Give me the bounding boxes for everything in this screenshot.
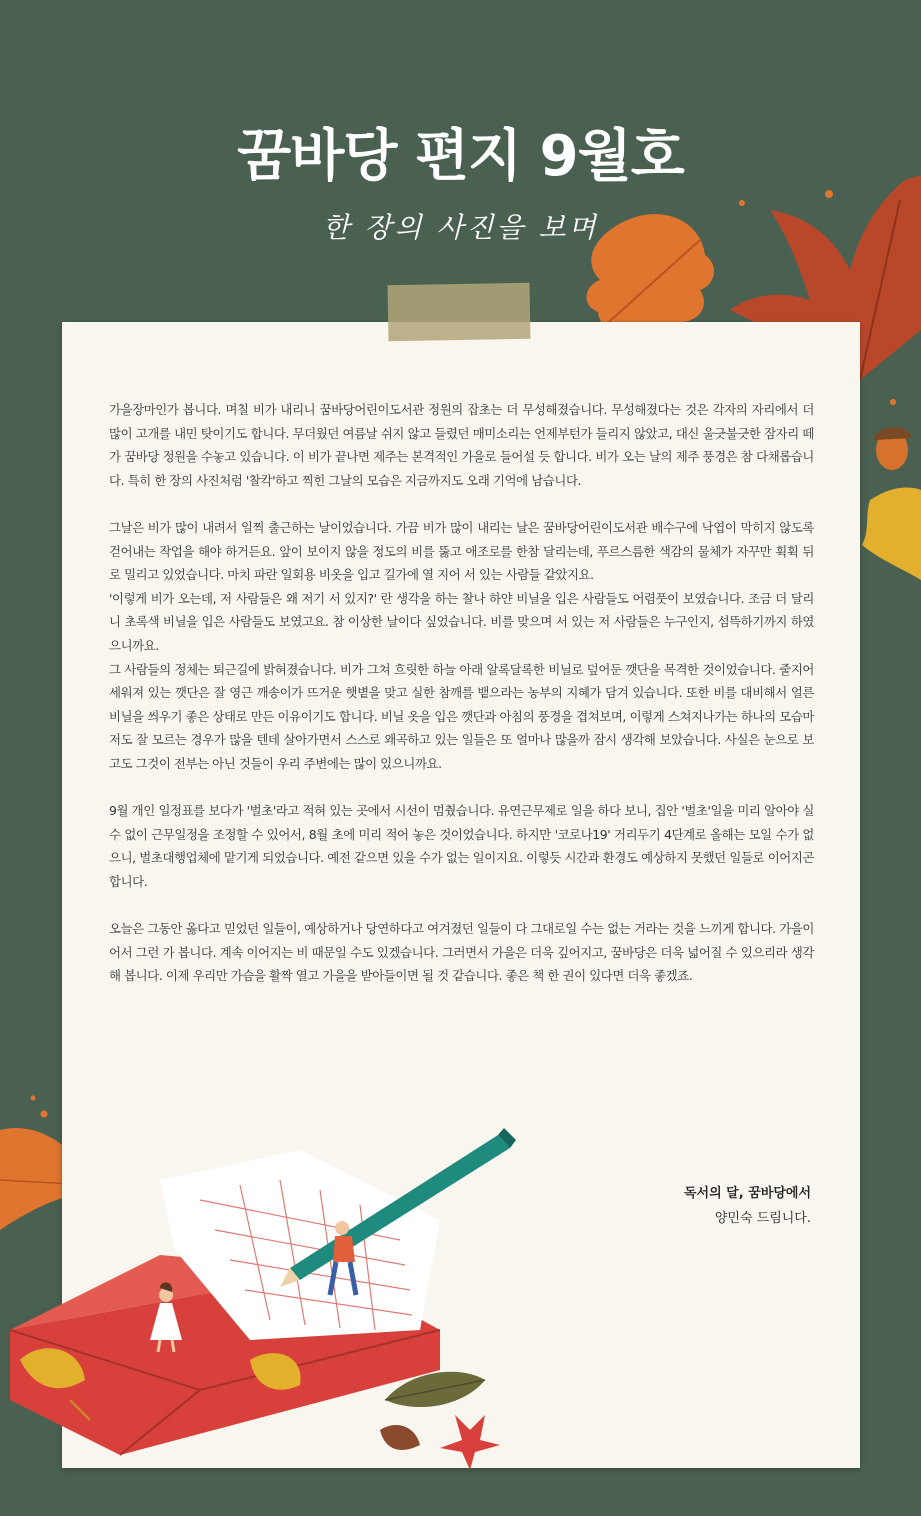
signature-name: 양민숙 드림니다. xyxy=(714,1211,811,1226)
paragraph-gap xyxy=(109,492,814,516)
masking-tape xyxy=(388,283,531,341)
letter-paragraph: 9월 개인 일정표를 보다가 '벌초'라고 적혀 있는 곳에서 시선이 멈췄습니다. 유연근무제로 일을 하다 보니, 집안 '벌초'일을 미리 알아야 실수 없이 근무일정을 조정할 수 있어서, 8월 초에 미리 적어 놓은 것이었습니다. 하지만 '코로나19' 거리두기 4단계로 올해는 모일 수가 없으니, 벌초대행업체에 맡기게 되었습니다. 예전 같으면 있을 수가 없는 일이지요. 이렇듯 시간과 환경도 예상하지 못했던 일들로 이어지곤 합니다. xyxy=(109,803,814,889)
paragraph-gap xyxy=(109,893,814,917)
page-title: 꿈바당 편지 9월호 xyxy=(237,124,684,189)
letter-paragraph: 그 사람들의 정체는 퇴근길에 밝혀졌습니다. 비가 그쳐 흐릿한 하늘 아래 알록달록한 비닐로 덮어둔 깻단을 목격한 것이었습니다. 줄지어 세워져 있는 깻단은 잘 영근 깨송이가 뜨거운 햇볕을 맞고 실한 참깨를 뱉으라는 농부의 지혜가 담겨 있습니다. 또한 비를 대비해서 얼른 비닐을 씌우기 좋은 상태로 만든 이유이기도 합니다. 비닐 옷을 입은 깻단과 아침의 풍경을 겹쳐보며, 이렇게 스쳐지나가는 하나의 모습마저도 잘 모르는 경우가 많을 텐데 살아가면서 스스로 왜곡하고 있는 일들은 또 얼마나 많을까 잠시 생각해 보았습니다. 사실은 눈으로 보고도 그것이 전부는 아닌 것들이 우리 주변에는 많이 있으니까요. xyxy=(109,661,814,771)
letter-paragraph: 가을장마인가 봅니다. 며칠 비가 내리니 꿈바당어린이도서관 정원의 잡초는 더 무성해졌습니다. 무성해졌다는 것은 각자의 자리에서 더 많이 고개를 내민 탓이기도 합니다. 무더웠던 여름날 쉬지 않고 들렸던 매미소리는 언제부턴가 들리지 않았고, 대신 울긋불긋한 잠자리 떼가 꿈바당 정원을 수놓고 있습니다. 이 비가 끝나면 제주는 본격적인 가을로 들어설 듯 합니다. 비가 오는 날의 제주 풍경은 참 다채롭습니다. 특히 한 장의 사진처럼 '찰칵'하고 찍힌 그날의 모습은 지금까지도 오래 기억에 남습니다. xyxy=(109,402,814,488)
letter-paragraph: 그날은 비가 많이 내려서 일찍 출근하는 날이었습니다. 가끔 비가 많이 내리는 날은 꿈바당어린이도서관 배수구에 낙엽이 막히지 않도록 걷어내는 작업을 해야 하거든요. 앞이 보이지 않을 정도의 비를 뚫고 애조로를 한참 달리는데, 푸르스름한 색감의 물체가 자꾸만 휙휙 뒤로 밀리고 있었습니다. 마치 파란 일회용 비옷을 입고 길가에 열 지어 서 있는 사람들 같았지요. xyxy=(109,519,814,583)
letter-paragraph: '이렇게 비가 오는데, 저 사람들은 왜 저기 서 있지?' 란 생각을 하는 찰나 하얀 비닐을 입은 사람들도 어렴풋이 보였습니다. 조금 더 달리니 초록색 비닐을 입은 사람들도 보였고요. 참 이상한 날이다 싶었습니다. 비를 맞으며 서 있는 저 사람들은 누구인지, 섬뜩하기까지 하였으니까요. xyxy=(109,590,814,653)
paragraph-gap xyxy=(109,776,814,800)
signature-from: 독서의 달, 꿈바당에서 xyxy=(683,1186,811,1201)
letter-paragraph: 오늘은 그동안 옳다고 믿었던 일들이, 예상하거나 당연하다고 여겨졌던 일들이 다 그대로일 수는 없는 거라는 것을 느끼게 합니다. 가을이어서 그런 가 봅니다. 계속 이어지는 비 때문일 수도 있겠습니다. 그러면서 가을은 더욱 깊어지고, 꿈바당은 더욱 넓어질 수 있으리라 생각해 봅니다. 이제 우리만 가슴을 활짝 열고 가을을 받아들이면 될 것 같습니다. 좋은 책 한 권이 있다면 더욱 좋겠죠. xyxy=(109,921,814,984)
page-subtitle: 한 장의 사진을 보며 xyxy=(322,211,599,244)
letter-body xyxy=(109,398,814,988)
acorn-icon xyxy=(874,427,912,470)
signature xyxy=(684,1181,811,1231)
yellow-leaf-icon xyxy=(862,488,921,581)
